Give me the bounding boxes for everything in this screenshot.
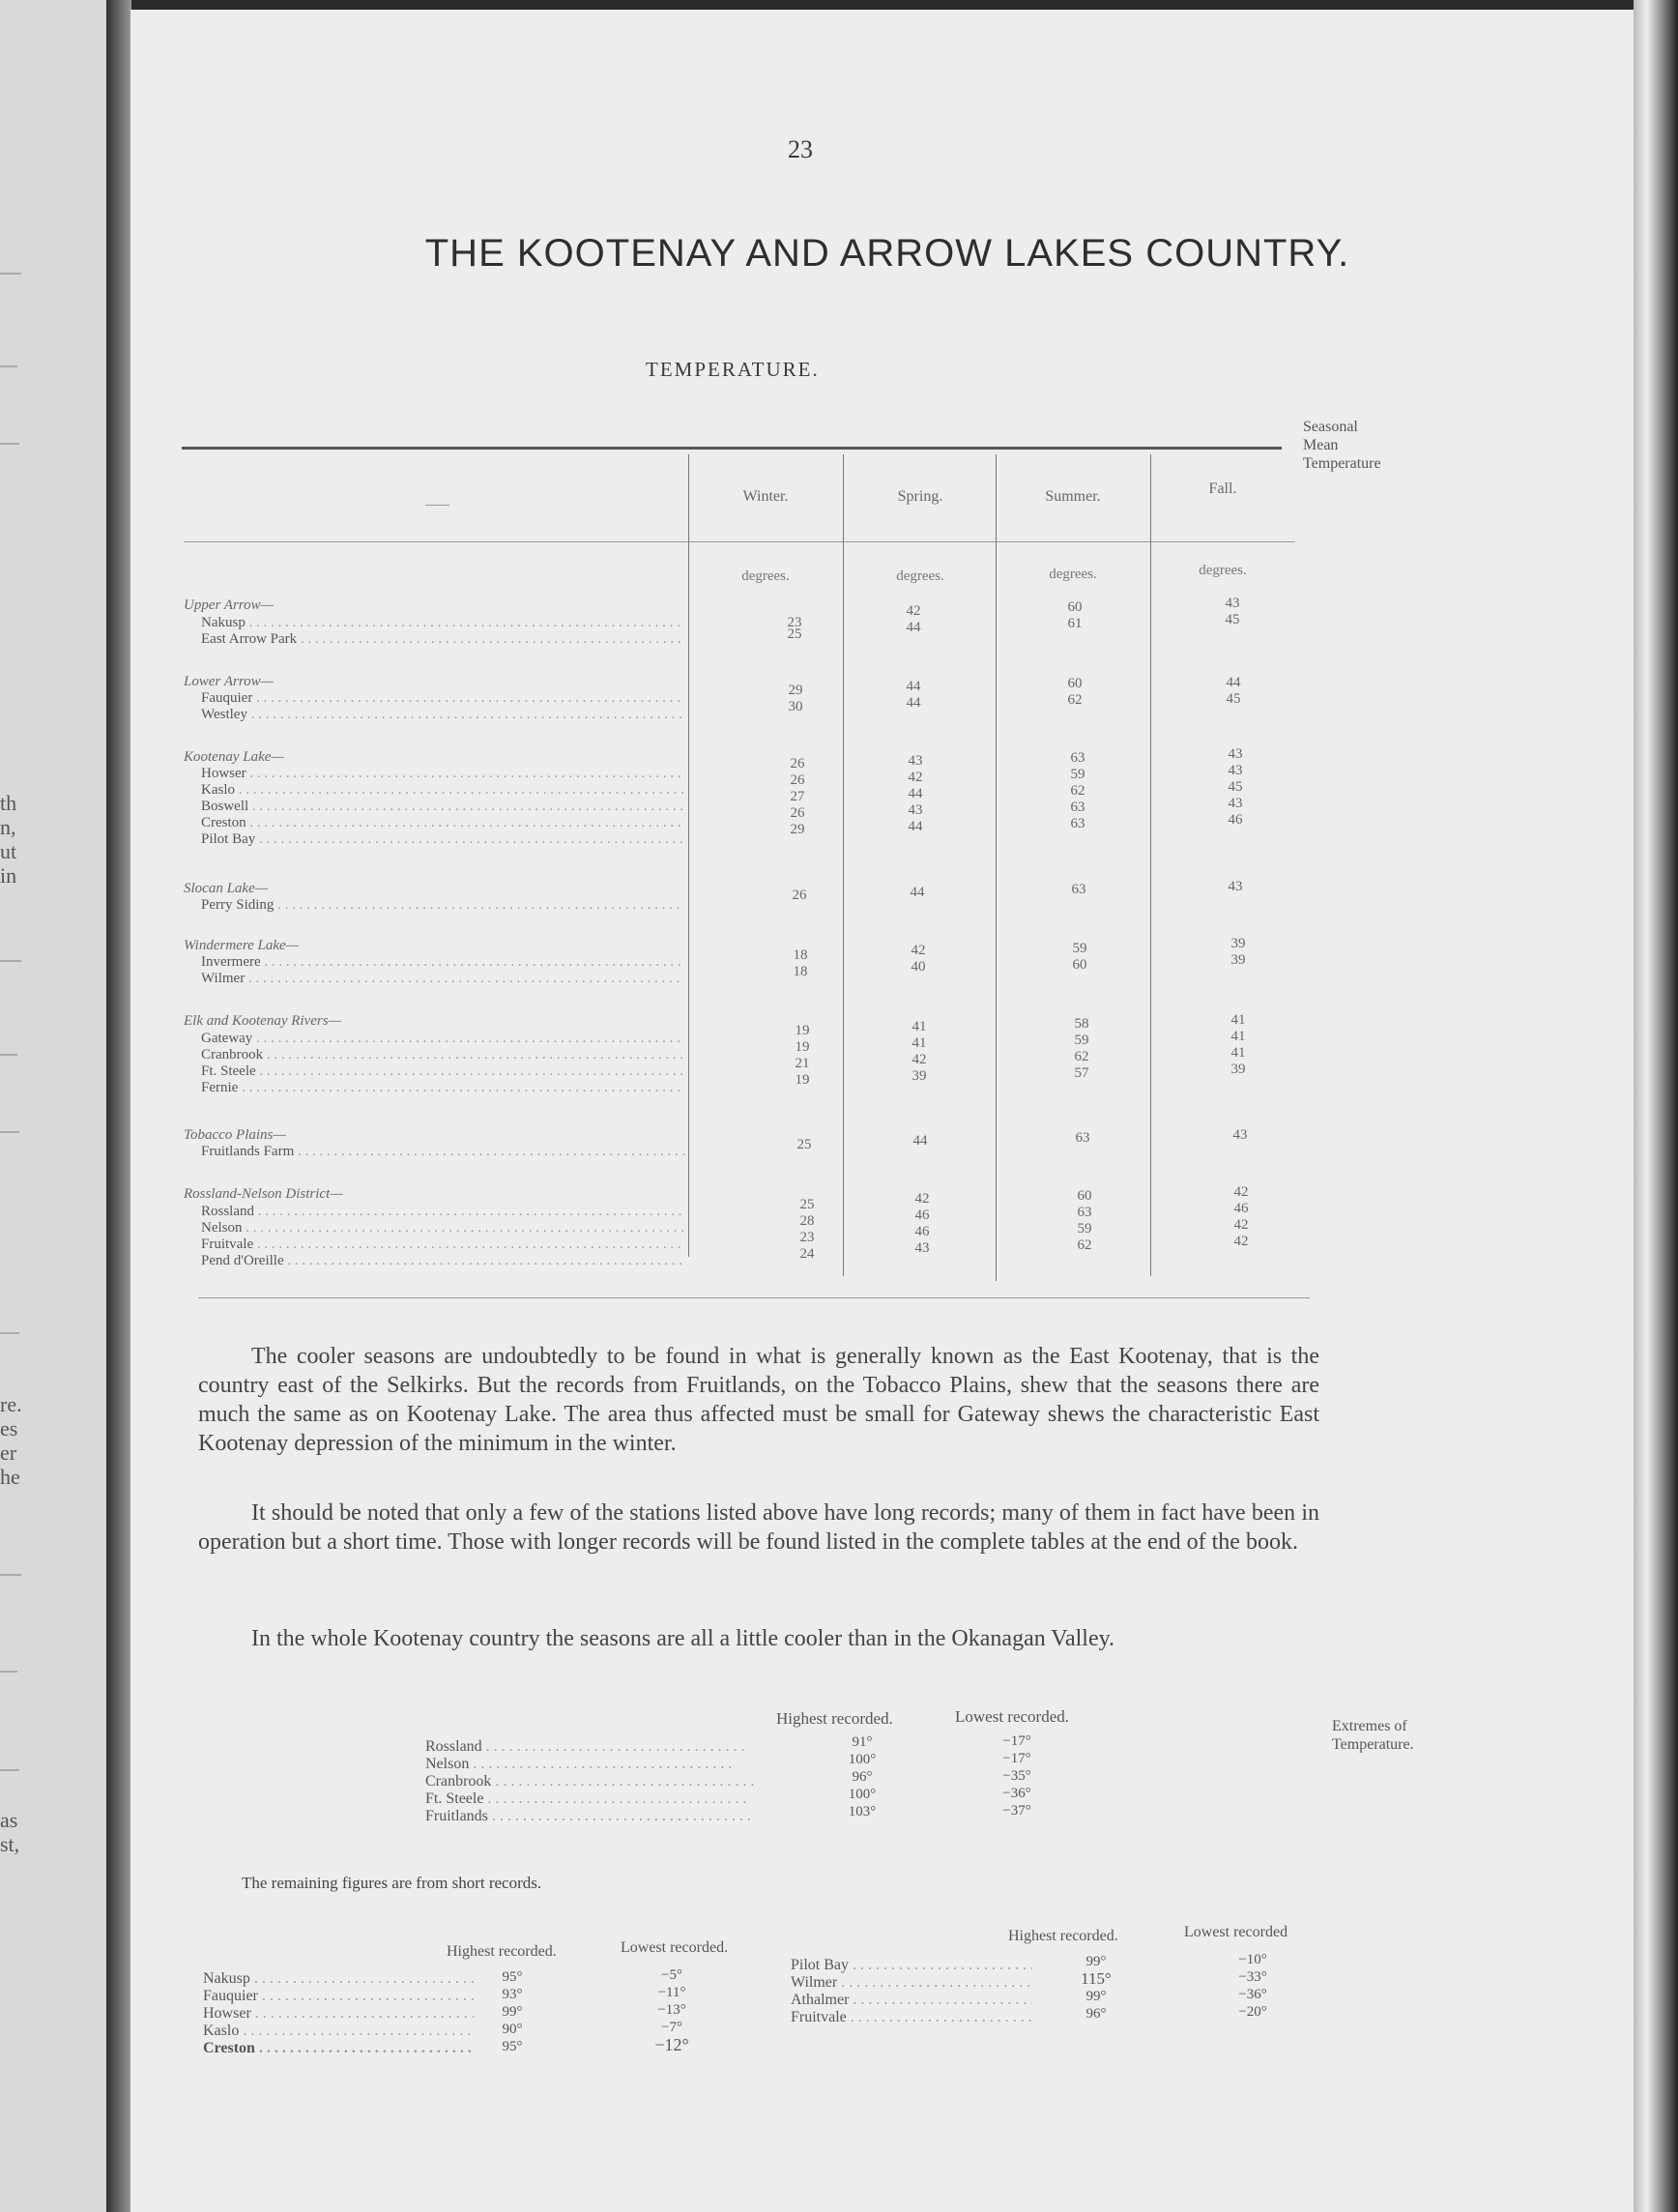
- facing-text: in: [0, 863, 17, 888]
- column-header-fall: Fall.: [1208, 480, 1237, 497]
- facing-page-edge: [0, 0, 108, 2212]
- value-winter: 21: [795, 1056, 810, 1071]
- extreme-station: Ft. Steele . . .: [425, 1790, 797, 1808]
- station-name: Fruitvale . . .: [201, 1237, 684, 1253]
- station-name: Fernie . . .: [201, 1080, 684, 1096]
- value-winter: 26: [792, 888, 807, 903]
- unit-label: degrees.: [741, 568, 790, 584]
- value-summer: 57: [1074, 1065, 1089, 1081]
- paragraph: It should be noted that only a few of the stations listed above have long records; many of them in fact have been in operation but a short time. Those with longer records will be found listed in the complete tables at the end of the book.: [198, 1500, 1319, 1555]
- value-summer: 58: [1074, 1016, 1089, 1032]
- value-fall: 39: [1230, 1062, 1246, 1077]
- divider: [0, 1574, 21, 1576]
- short-low: −11°: [657, 1985, 686, 2000]
- value-summer: 59: [1077, 1221, 1092, 1237]
- header-lowest: Lowest recorded: [1184, 1924, 1288, 1940]
- value-winter: 26: [790, 805, 805, 821]
- value-winter: 26: [790, 756, 805, 771]
- station-name: Invermere . . .: [201, 954, 684, 971]
- short-station: Nakusp . . .: [203, 1970, 474, 1988]
- value-fall: 41: [1230, 1029, 1246, 1044]
- short-high: 115°: [1081, 1969, 1112, 1988]
- value-summer: 63: [1070, 750, 1085, 766]
- value-fall: 45: [1228, 779, 1243, 795]
- short-low: −36°: [1238, 1987, 1267, 2002]
- value-fall: 44: [1226, 675, 1241, 690]
- value-winter: 27: [790, 789, 805, 804]
- value-winter: 26: [790, 772, 805, 788]
- short-low: −10°: [1238, 1952, 1267, 1967]
- value-summer: 63: [1070, 816, 1085, 831]
- value-spring: 46: [914, 1224, 930, 1239]
- divider: [0, 365, 17, 367]
- margin-note-extremes: Extremes of Temperature.: [1332, 1718, 1414, 1753]
- value-spring: 43: [908, 753, 923, 769]
- extreme-high: 103°: [848, 1804, 877, 1819]
- value-winter: 25: [787, 626, 802, 642]
- group-heading: Slocan Lake—: [184, 881, 269, 896]
- station-name: Fruitlands Farm . . .: [201, 1144, 684, 1160]
- facing-text: th: [0, 791, 17, 815]
- station-name: Kaslo . . .: [201, 782, 684, 799]
- divider: [0, 1332, 19, 1334]
- short-station: Howser . . .: [203, 2005, 474, 2023]
- value-spring: 42: [908, 770, 923, 785]
- section-title: TEMPERATURE.: [646, 358, 820, 381]
- value-spring: 39: [911, 1068, 927, 1084]
- short-high: 93°: [502, 1987, 523, 2002]
- column-header-winter: Winter.: [742, 488, 789, 505]
- table-header-rule: [184, 541, 1295, 542]
- value-spring: 42: [911, 1052, 927, 1067]
- group-heading: Kootenay Lake—: [184, 749, 284, 765]
- value-fall: 41: [1230, 1045, 1246, 1061]
- short-high: 95°: [502, 1969, 523, 1985]
- value-spring: 44: [908, 786, 923, 801]
- station-name: Pend d'Oreille . . .: [201, 1253, 684, 1269]
- extreme-station: Cranbrook . . .: [425, 1773, 797, 1790]
- margin-note-seasonal: Seasonal Mean Temperature: [1303, 419, 1381, 472]
- value-spring: 41: [911, 1035, 927, 1051]
- value-spring: 44: [908, 819, 923, 834]
- header-lowest: Lowest recorded.: [621, 1939, 729, 1956]
- short-station: Fruitvale . . .: [791, 2009, 1032, 2026]
- extreme-low: −35°: [1002, 1768, 1031, 1784]
- value-winter: 29: [788, 683, 803, 698]
- group-heading: Elk and Kootenay Rivers—: [184, 1013, 341, 1029]
- value-summer: 63: [1070, 800, 1085, 815]
- value-fall: 43: [1228, 746, 1243, 762]
- paragraph: The cooler seasons are undoubtedly to be found in what is generally known as the East Kootenay, that is the country east of the Selkirks. But the records from Fruitlands, on the Tobacco Plains, shew that the seasons there are much the same as on Kootenay Lake. The area thus affected must be small for Gateway shews the characteristic East Kootenay depression of the minimum in the winter.: [198, 1344, 1319, 1456]
- value-winter: 19: [795, 1072, 810, 1088]
- value-summer: 60: [1077, 1188, 1092, 1204]
- divider: [0, 443, 19, 445]
- header-highest: Highest recorded.: [776, 1709, 893, 1728]
- page-number: 23: [788, 135, 813, 163]
- value-fall: 42: [1233, 1184, 1249, 1200]
- value-fall: 43: [1228, 763, 1243, 778]
- value-summer: 59: [1074, 1033, 1089, 1048]
- station-name: Nelson . . .: [201, 1220, 684, 1237]
- short-high: 95°: [502, 2039, 523, 2054]
- value-fall: 41: [1230, 1012, 1246, 1028]
- value-winter: 23: [799, 1230, 815, 1245]
- value-summer: 62: [1077, 1237, 1092, 1253]
- short-low: −5°: [661, 1967, 682, 1983]
- value-fall: 46: [1233, 1201, 1249, 1216]
- value-winter: 18: [793, 947, 808, 963]
- station-name: Gateway . . .: [201, 1031, 684, 1047]
- facing-text: re.: [0, 1392, 22, 1416]
- facing-text: ut: [0, 839, 17, 863]
- station-name: Perry Siding . . .: [201, 897, 684, 914]
- facing-text: er: [0, 1441, 17, 1465]
- short-records-note: The remaining figures are from short records.: [242, 1874, 542, 1892]
- value-spring: 43: [914, 1240, 930, 1256]
- value-summer: 62: [1067, 692, 1083, 708]
- value-spring: 44: [906, 620, 921, 635]
- station-name: Westley . . .: [201, 707, 684, 723]
- value-spring: 42: [911, 943, 926, 958]
- short-high: 90°: [502, 2022, 523, 2037]
- short-station: Creston . . .: [203, 2040, 474, 2057]
- short-station: Kaslo . . .: [203, 2023, 474, 2040]
- stub-dash: [425, 505, 449, 506]
- station-name: Rossland . . .: [201, 1204, 684, 1220]
- value-fall: 39: [1230, 936, 1246, 951]
- divider: [0, 1054, 17, 1056]
- value-fall: 43: [1228, 879, 1243, 894]
- value-winter: 24: [799, 1246, 815, 1262]
- value-summer: 62: [1070, 783, 1085, 799]
- facing-text: st,: [0, 1832, 20, 1856]
- value-spring: 42: [914, 1191, 930, 1207]
- value-winter: 28: [799, 1213, 815, 1229]
- value-fall: 39: [1230, 952, 1246, 968]
- value-spring: 43: [908, 802, 923, 818]
- header-highest: Highest recorded.: [1008, 1928, 1118, 1944]
- short-high: 99°: [1085, 1989, 1107, 2004]
- value-winter: 18: [793, 964, 808, 979]
- station-name: Wilmer . . .: [201, 971, 684, 987]
- value-summer: 63: [1077, 1205, 1092, 1220]
- station-name: Howser . . .: [201, 766, 684, 782]
- page-title: THE KOOTENAY AND ARROW LAKES COUNTRY.: [424, 232, 1350, 275]
- short-high: 99°: [1085, 1954, 1107, 1969]
- extreme-low: −36°: [1002, 1786, 1031, 1801]
- table-bottom-rule: [198, 1297, 1310, 1298]
- value-summer: 63: [1071, 882, 1086, 897]
- extreme-low: −17°: [1002, 1751, 1031, 1766]
- value-spring: 44: [906, 695, 921, 711]
- station-name: Nakusp . . .: [201, 615, 684, 631]
- short-station: Wilmer . . .: [791, 1974, 1032, 1992]
- short-low: −13°: [657, 2002, 686, 2018]
- value-spring: 44: [912, 1133, 928, 1149]
- station-name: East Arrow Park . . .: [201, 631, 684, 648]
- extreme-high: 91°: [852, 1734, 873, 1750]
- value-winter: 30: [788, 699, 803, 714]
- group-heading: Tobacco Plains—: [184, 1127, 286, 1143]
- value-fall: 45: [1226, 691, 1241, 707]
- station-name: Cranbrook . . .: [201, 1047, 684, 1063]
- column-header-spring: Spring.: [897, 488, 943, 505]
- value-fall: 46: [1228, 812, 1243, 828]
- value-summer: 60: [1067, 676, 1083, 691]
- extreme-low: −17°: [1002, 1733, 1031, 1749]
- table-top-rule: [182, 447, 1282, 450]
- value-spring: 44: [906, 679, 921, 694]
- short-low: −20°: [1238, 2004, 1267, 2020]
- extreme-high: 96°: [852, 1769, 873, 1785]
- group-heading: Windermere Lake—: [184, 938, 300, 953]
- short-low: −12°: [654, 2035, 689, 2054]
- station-name: Boswell . . .: [201, 799, 684, 815]
- value-winter: 25: [799, 1197, 815, 1212]
- extreme-station: Rossland . . .: [425, 1738, 797, 1756]
- unit-label: degrees.: [896, 568, 944, 584]
- divider: [0, 1671, 17, 1673]
- extreme-high: 100°: [848, 1752, 877, 1767]
- short-high: 96°: [1085, 2006, 1107, 2022]
- page-edge: [1634, 0, 1678, 2212]
- unit-label: degrees.: [1049, 567, 1097, 582]
- value-fall: 43: [1228, 796, 1243, 811]
- short-station: Fauquier . . .: [203, 1988, 474, 2005]
- divider: [0, 1769, 19, 1771]
- value-fall: 42: [1233, 1234, 1249, 1249]
- station-name: Pilot Bay . . .: [201, 831, 684, 848]
- station-name: Ft. Steele . . .: [201, 1063, 684, 1080]
- short-station: Pilot Bay . . .: [791, 1957, 1032, 1974]
- value-winter: 25: [796, 1137, 812, 1152]
- short-high: 99°: [502, 2004, 523, 2020]
- facing-text: he: [0, 1465, 20, 1489]
- value-summer: 59: [1070, 767, 1085, 782]
- value-spring: 41: [911, 1019, 927, 1034]
- short-station: Athalmer . . .: [791, 1992, 1032, 2009]
- extreme-low: −37°: [1002, 1803, 1031, 1819]
- group-heading: Rossland-Nelson District—: [184, 1186, 343, 1202]
- extreme-station: Fruitlands . . .: [425, 1808, 797, 1825]
- facing-text: as: [0, 1808, 18, 1832]
- value-fall: 42: [1233, 1217, 1249, 1233]
- group-heading: Lower Arrow—: [184, 674, 274, 689]
- value-spring: 42: [906, 603, 921, 619]
- extreme-high: 100°: [848, 1787, 877, 1802]
- facing-text: es: [0, 1416, 18, 1441]
- value-summer: 62: [1074, 1049, 1089, 1064]
- value-fall: 43: [1232, 1127, 1248, 1143]
- value-spring: 40: [911, 959, 926, 975]
- value-spring: 44: [910, 885, 925, 900]
- value-fall: 45: [1225, 612, 1240, 627]
- value-fall: 43: [1225, 596, 1240, 611]
- short-low: −7°: [661, 2020, 682, 2035]
- value-winter: 29: [790, 822, 805, 837]
- value-summer: 60: [1067, 599, 1083, 615]
- value-winter: 19: [795, 1039, 810, 1055]
- short-low: −33°: [1238, 1969, 1267, 1985]
- value-summer: 61: [1067, 616, 1083, 631]
- facing-text: n,: [0, 815, 16, 839]
- divider: [0, 1131, 19, 1133]
- value-spring: 46: [914, 1208, 930, 1223]
- paragraph: In the whole Kootenay country the seasons are all a little cooler than in the Okanagan Valley.: [251, 1626, 1115, 1651]
- extreme-station: Nelson . . .: [425, 1756, 797, 1773]
- group-heading: Upper Arrow—: [184, 597, 274, 613]
- header-lowest: Lowest recorded.: [955, 1707, 1070, 1726]
- value-winter: 19: [795, 1023, 810, 1038]
- value-summer: 60: [1072, 957, 1087, 973]
- book-gutter: [106, 0, 131, 2212]
- station-name: Creston . . .: [201, 815, 684, 831]
- value-summer: 59: [1072, 941, 1087, 956]
- header-highest: Highest recorded.: [447, 1943, 557, 1960]
- value-winter: 23: [787, 615, 802, 630]
- value-summer: 63: [1075, 1130, 1090, 1146]
- column-header-summer: Summer.: [1045, 488, 1101, 505]
- divider: [0, 960, 21, 962]
- unit-label: degrees.: [1199, 563, 1247, 578]
- station-name: Fauquier . . .: [201, 690, 684, 707]
